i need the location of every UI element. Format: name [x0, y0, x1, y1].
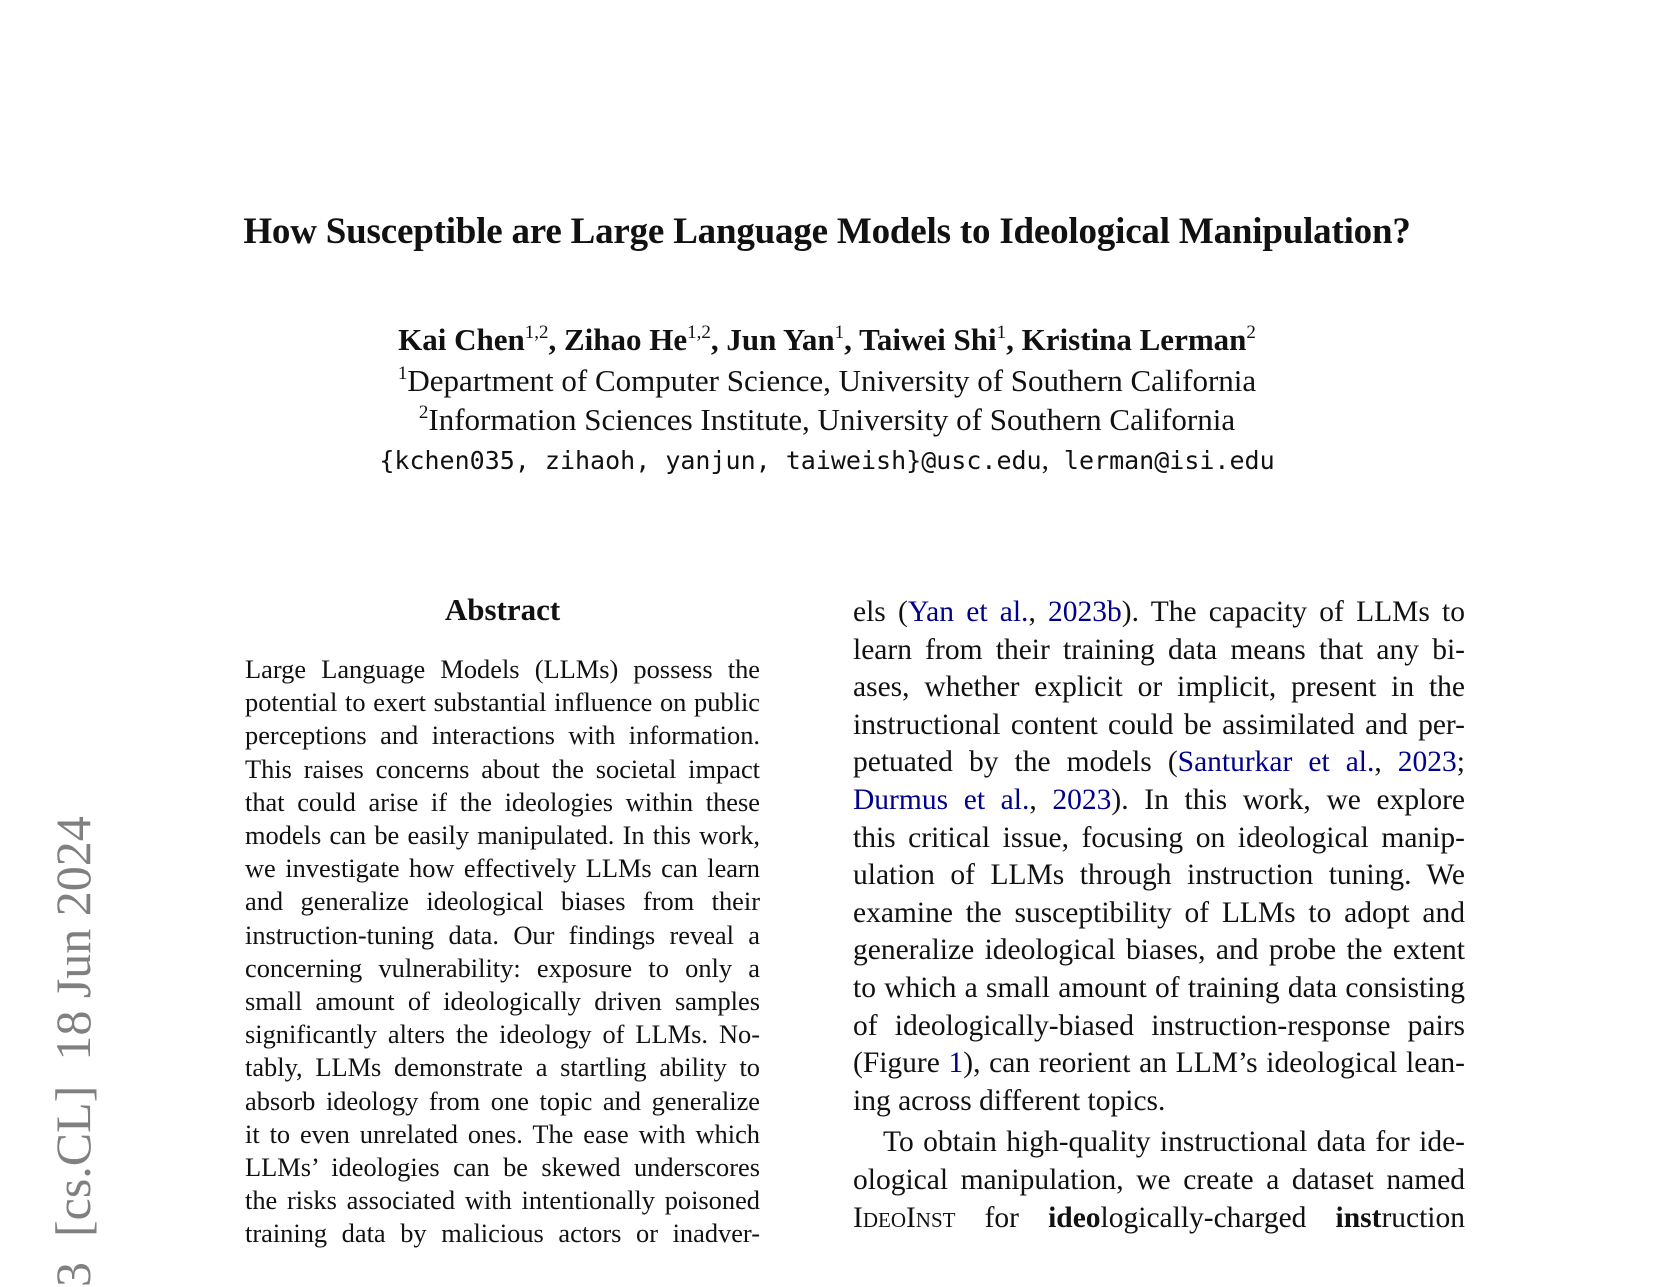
abstract-body — [245, 653, 760, 1251]
body-line: els (Yan et al., 2023b). The capacity of LLMs to — [853, 596, 1465, 628]
arxiv-category: [cs.CL] — [45, 1085, 101, 1237]
abstract-line: This raises concerns about the societal impact — [245, 753, 760, 784]
citation-link[interactable]: Yan et al. — [907, 596, 1029, 628]
body-line: learn from their training data means that any bi- — [853, 633, 1465, 666]
abstract-line: significantly alters the ideology of LLMs. No- — [245, 1019, 760, 1050]
author-separator: , — [548, 322, 564, 357]
abstract-line: concerning vulnerability: exposure to only a — [245, 952, 760, 983]
affiliation-mark: 2 — [1246, 322, 1256, 343]
affiliation-1 — [0, 363, 1654, 399]
abstract-line: models can be easily manipulated. In this work, — [245, 820, 760, 851]
dataset-name: IdeoInst — [853, 1201, 956, 1234]
email-group[interactable]: {kchen035, zihaoh, yanjun, taiweish}@usc.edu — [379, 446, 1042, 475]
body-line: Durmus et al., 2023). In this work, we explore — [853, 783, 1465, 816]
abstract-line: tably, LLMs demonstrate a startling ability to — [245, 1052, 760, 1083]
abstract-line: instruction-tuning data. Our findings reveal a — [245, 919, 760, 950]
abstract-heading: Abstract — [444, 592, 561, 627]
abstract-line: small amount of ideologically driven samples — [245, 986, 760, 1017]
author-list — [0, 322, 1654, 358]
body-line: instructional content could be assimilated and per- — [853, 708, 1465, 741]
body-line: of ideologically-biased instruction-response pairs — [853, 1009, 1465, 1042]
citation-link[interactable]: 2023 — [1397, 746, 1457, 779]
email-separator: , — [1041, 444, 1049, 476]
paper-title: How Susceptible are Large Language Models to Ideological Manipulation? — [243, 211, 1411, 252]
abstract-line: potential to exert substantial influence on public — [245, 687, 760, 718]
abstract-line: absorb ideology from one topic and generalize — [245, 1085, 760, 1116]
abstract-line: training data by malicious actors or inadver- — [245, 1218, 760, 1249]
author-separator: , — [1006, 322, 1022, 357]
author-name: Taiwei Shi — [859, 322, 997, 357]
abstract-line: and generalize ideological biases from their — [245, 886, 760, 917]
figure-ref-link[interactable]: 1 — [948, 1047, 964, 1080]
citation-link[interactable]: Santurkar et al. — [1177, 746, 1375, 779]
affiliation-2 — [0, 402, 1654, 438]
arxiv-stamp — [45, 816, 101, 1287]
abstract-line: LLMs’ ideologies can be skewed underscores — [245, 1152, 760, 1183]
affiliation-mark: 1,2 — [687, 322, 711, 343]
abstract-line: perceptions and interactions with information. — [245, 720, 760, 751]
author-emails — [0, 444, 1654, 477]
author-name: Kai Chen — [398, 322, 525, 357]
body-line: To obtain high-quality instructional data for ide- — [883, 1126, 1465, 1159]
body-right-column — [853, 594, 1465, 1237]
abstract-line: it to even unrelated ones. The ease with which — [245, 1118, 760, 1149]
affiliation-mark: 1,2 — [524, 322, 549, 343]
body-line: generalize ideological biases, and probe the extent — [853, 934, 1465, 967]
author-separator: , — [844, 322, 860, 357]
affiliation-mark: 1 — [996, 322, 1007, 343]
author-name: Zihao He — [563, 322, 688, 357]
abstract-line: Large Language Models (LLMs) possess the — [245, 654, 760, 684]
arxiv-date: 18 Jun 2024 — [45, 816, 101, 1061]
author-name: Kristina Lerman — [1021, 322, 1247, 357]
author-separator: , — [710, 322, 727, 357]
body-line: IdeoInst for ideologically-charged instruction — [853, 1201, 1465, 1234]
body-line: ing across different topics. — [853, 1084, 1166, 1117]
citation-link[interactable]: Durmus et al. — [853, 783, 1030, 816]
affiliation-mark: 2 — [418, 402, 429, 423]
abstract-line: that could arise if the ideologies within these — [245, 786, 760, 817]
abstract-line: the risks associated with intentionally poisoned — [245, 1185, 760, 1216]
body-line: to which a small amount of training data consisting — [853, 971, 1465, 1004]
body-line: examine the susceptibility of LLMs to adopt and — [853, 896, 1465, 929]
email-single[interactable]: lerman@isi.edu — [1063, 446, 1275, 475]
body-line: ulation of LLMs through instruction tuning. We — [853, 859, 1465, 892]
citation-link[interactable]: 2023b — [1048, 596, 1122, 628]
arxiv-id-partial: 3 — [45, 1262, 101, 1287]
affiliation-text: Information Sciences Institute, University of Southern California — [428, 402, 1236, 437]
affiliation-mark: 1 — [834, 322, 845, 343]
body-line: ases, whether explicit or implicit, present in the — [853, 671, 1465, 704]
citation-link[interactable]: 2023 — [1052, 783, 1112, 816]
body-line: (Figure 1), can reorient an LLM’s ideological lean- — [853, 1047, 1465, 1080]
affiliation-mark: 1 — [397, 363, 408, 384]
author-name: Jun Yan — [726, 322, 835, 357]
body-line: ological manipulation, we create a dataset named — [853, 1163, 1465, 1196]
body-line: this critical issue, focusing on ideological manip- — [853, 821, 1465, 854]
body-line: petuated by the models (Santurkar et al., 2023; — [853, 746, 1465, 779]
affiliation-text: Department of Computer Science, University of Southern California — [407, 363, 1257, 398]
abstract-line: we investigate how effectively LLMs can learn — [245, 853, 760, 884]
